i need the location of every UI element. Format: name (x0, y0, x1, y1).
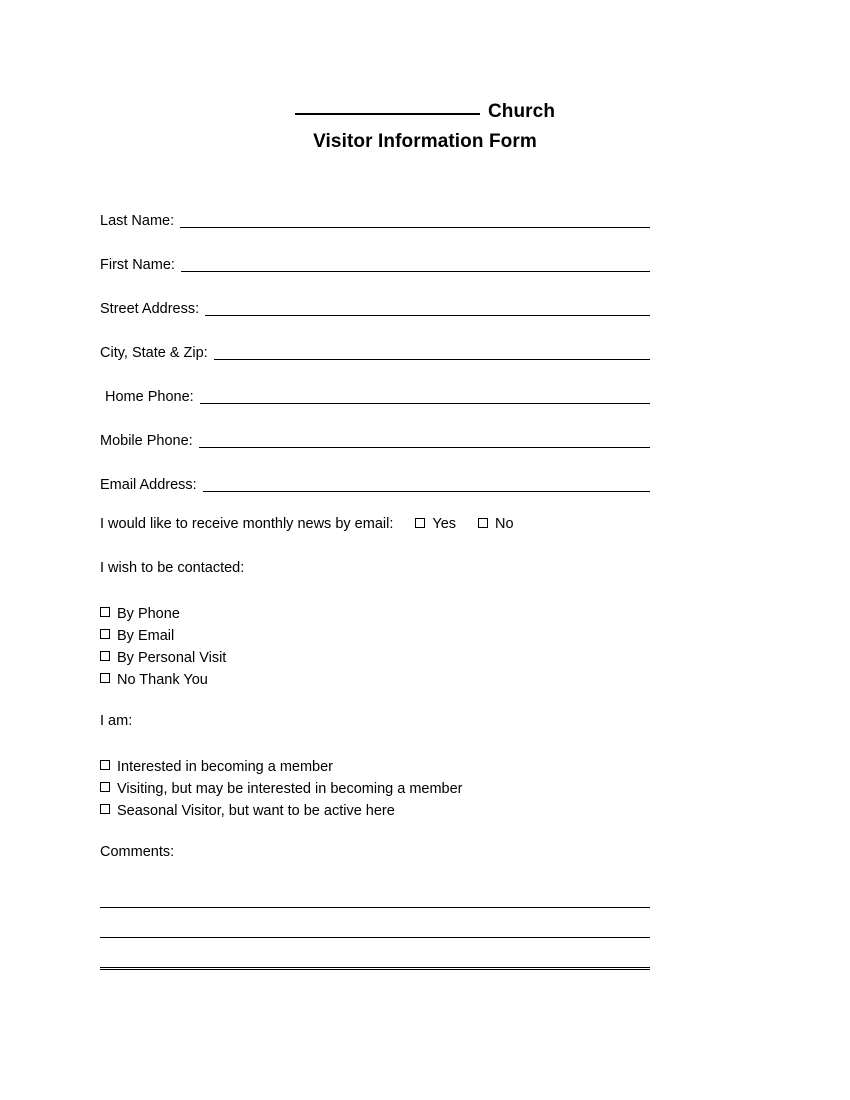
contact-preference-prompt: I wish to be contacted: (100, 560, 245, 576)
comments-line[interactable] (100, 968, 650, 970)
newsletter-option-no-label: No (495, 516, 514, 532)
visitor-status-option-seasonal-label: Seasonal Visitor, but want to be active here (117, 803, 395, 819)
field-label-email-address: Email Address: (100, 477, 197, 493)
visitor-status-option-visiting-label: Visiting, but may be interested in becoming a member (117, 781, 463, 797)
field-label-first-name: First Name: (100, 257, 175, 273)
field-input-mobile-phone[interactable] (199, 447, 650, 448)
field-input-last-name[interactable] (180, 227, 650, 228)
church-name-line (0, 100, 850, 124)
visitor-status-option-seasonal[interactable] (100, 800, 650, 822)
visitor-status-option-visiting[interactable] (100, 778, 650, 800)
visitor-status-option-interested-member[interactable] (100, 756, 650, 778)
contact-option-by-email-label: By Email (117, 628, 175, 644)
visitor-status-prompt: I am: (100, 713, 133, 729)
checkbox-icon[interactable] (100, 782, 110, 792)
checkbox-icon[interactable] (415, 518, 425, 528)
contact-option-no-thank-you-label: No Thank You (117, 672, 208, 688)
newsletter-option-no[interactable] (478, 516, 514, 533)
checkbox-icon[interactable] (100, 673, 110, 683)
field-row-last-name (100, 208, 650, 230)
field-row-email-address (100, 472, 650, 494)
field-input-street-address[interactable] (205, 315, 650, 316)
field-input-home-phone[interactable] (200, 403, 650, 404)
church-name-blank[interactable] (295, 113, 480, 115)
newsletter-question-label: I would like to receive monthly news by email: (100, 516, 394, 532)
field-row-street-address (100, 296, 650, 318)
field-row-home-phone (100, 384, 650, 406)
church-word: Church (487, 101, 556, 122)
form-fields-container (100, 208, 650, 970)
contact-option-by-personal-visit-label: By Personal Visit (117, 650, 227, 666)
field-input-email-address[interactable] (203, 491, 650, 492)
page-title: Visitor Information Form (313, 131, 537, 152)
field-row-first-name (100, 252, 650, 274)
checkbox-icon[interactable] (100, 607, 110, 617)
newsletter-question-row (100, 516, 650, 534)
checkbox-icon[interactable] (100, 804, 110, 814)
comments-lines-container (100, 878, 650, 970)
form-header (0, 100, 850, 154)
contact-option-by-phone-label: By Phone (117, 606, 180, 622)
contact-option-no-thank-you[interactable] (100, 669, 650, 691)
checkbox-icon[interactable] (100, 760, 110, 770)
field-row-mobile-phone (100, 428, 650, 450)
field-label-street-address: Street Address: (100, 301, 200, 317)
newsletter-option-yes[interactable] (415, 516, 456, 533)
field-label-last-name: Last Name: (100, 213, 175, 229)
field-label-city-state-zip: City, State & Zip: (100, 345, 208, 361)
checkbox-icon[interactable] (100, 629, 110, 639)
checkbox-icon[interactable] (478, 518, 488, 528)
comments-line[interactable] (100, 878, 650, 908)
field-label-home-phone: Home Phone: (105, 389, 194, 405)
field-input-first-name[interactable] (181, 271, 650, 272)
visitor-status-option-interested-member-label: Interested in becoming a member (117, 759, 333, 775)
comments-line[interactable] (100, 938, 650, 968)
comments-label: Comments: (100, 844, 175, 860)
checkbox-icon[interactable] (100, 651, 110, 661)
contact-preference-list (100, 603, 650, 691)
contact-option-by-email[interactable] (100, 625, 650, 647)
comments-line[interactable] (100, 908, 650, 938)
field-input-city-state-zip[interactable] (214, 359, 650, 360)
contact-option-by-personal-visit[interactable] (100, 647, 650, 669)
field-row-city-state-zip (100, 340, 650, 362)
field-label-mobile-phone: Mobile Phone: (100, 433, 193, 449)
newsletter-option-yes-label: Yes (432, 516, 457, 532)
contact-option-by-phone[interactable] (100, 603, 650, 625)
visitor-status-list (100, 756, 650, 822)
